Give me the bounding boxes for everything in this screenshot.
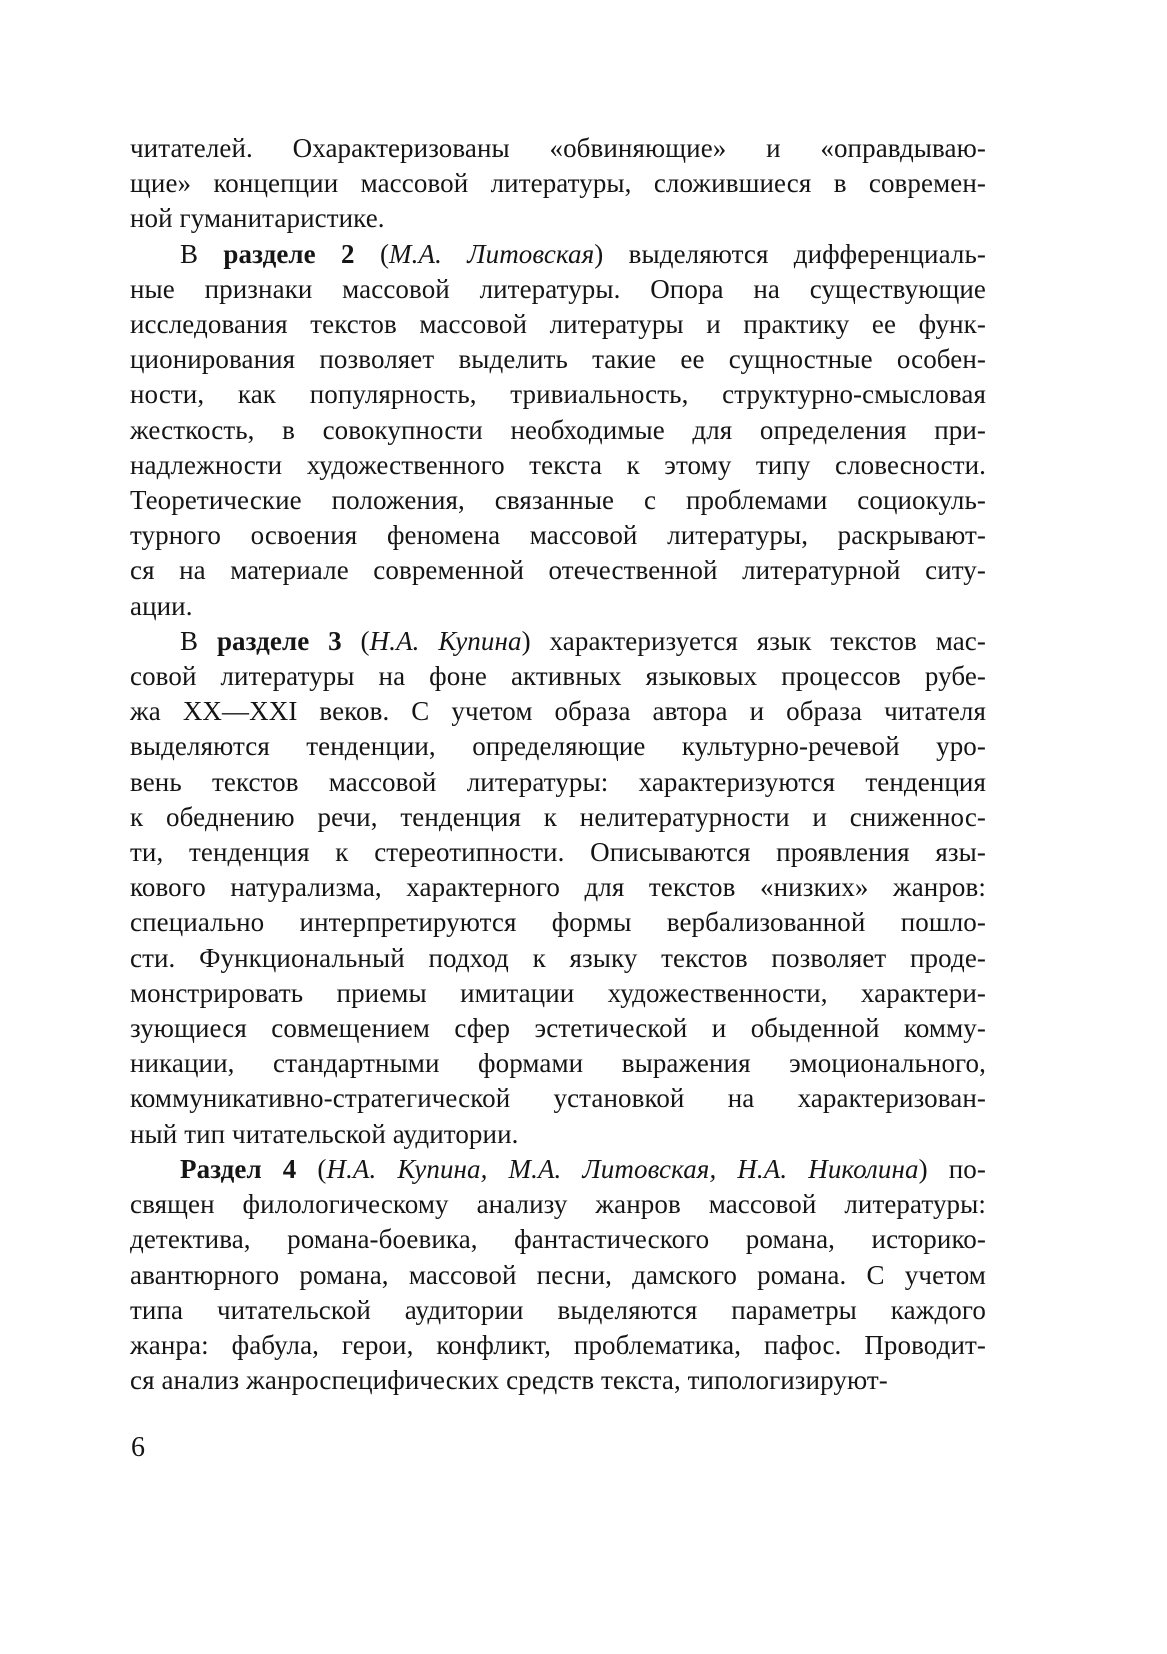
paragraph: [130, 237, 986, 624]
text-line: турного освоения феномена массовой литературы, раскрывают-: [130, 520, 986, 551]
text-line: исследования текстов массовой литературы и практику ее функ-: [130, 309, 986, 340]
text-line: жесткость, в совокупности необходимые для определения при-: [130, 414, 986, 445]
text-line: щие» концепции массовой литературы, сложившиеся в современ-: [130, 168, 986, 199]
text-line: надлежности художественного текста к этому типу словесности.: [130, 449, 986, 480]
text-line: ации.: [130, 590, 193, 621]
text-line: ти, тенденция к стереотипности. Описываются проявления язы-: [130, 837, 986, 868]
text-line: зующиеся совмещением сфер эстетической и обыденной комму-: [130, 1013, 986, 1044]
text-block: [130, 131, 986, 1398]
text-line: авантюрного романа, массовой песни, дамского романа. С учетом: [130, 1259, 986, 1290]
text-line: ный тип читательской аудитории.: [130, 1118, 519, 1149]
text-line: ные признаки массовой литературы. Опора на существующие: [130, 273, 986, 304]
text-line: ся на материале современной отечественной литературной ситу-: [130, 555, 986, 586]
text-line: сти. Функциональный подход к языку текстов позволяет проде-: [130, 942, 986, 973]
text-line: монстрировать приемы имитации художественности, характери-: [130, 977, 986, 1008]
text-line: типа читательской аудитории выделяются параметры каждого: [130, 1294, 986, 1325]
text-line: к обеднению речи, тенденция к нелитературности и сниженнос-: [130, 801, 986, 832]
text-line: ся анализ жанроспецифических средств текста, типологизируют-: [130, 1365, 888, 1396]
text-line: выделяются тенденции, определяющие культурно-речевой уро-: [130, 731, 986, 762]
text-line: совой литературы на фоне активных языковых процессов рубе-: [130, 661, 986, 692]
text-line: жанра: фабула, герои, конфликт, проблематика, пафос. Проводит-: [130, 1329, 986, 1360]
text-line: кового натурализма, характерного для текстов «низких» жанров:: [130, 872, 986, 903]
text-line: священ филологическому анализу жанров массовой литературы:: [130, 1189, 986, 1220]
text-line: никации, стандартными формами выражения эмоционального,: [130, 1048, 986, 1079]
text-line: ной гуманитаристике.: [130, 203, 385, 234]
text-line: В разделе 2 (М.А. Литовская) выделяются дифференциаль-: [180, 238, 987, 269]
text-line: В разделе 3 (Н.А. Купина) характеризуется язык текстов мас-: [180, 625, 986, 656]
text-line: вень текстов массовой литературы: характеризуются тенденция: [130, 766, 986, 797]
paragraph: [130, 131, 986, 237]
text-line: коммуникативно-стратегической установкой на характеризован-: [130, 1083, 986, 1114]
text-line: ционирования позволяет выделить такие ее сущностные особен-: [130, 344, 986, 375]
text-line: жа XX—XXI веков. С учетом образа автора и образа читателя: [130, 696, 986, 727]
text-line: ности, как популярность, тривиальность, структурно-смысловая: [130, 379, 986, 410]
text-line: специально интерпретируются формы вербализованной пошло-: [130, 907, 986, 938]
text-line: Раздел 4 (Н.А. Купина, М.А. Литовская, Н.А. Николина) по-: [180, 1153, 986, 1184]
text-line: детектива, романа-боевика, фантастического романа, историко-: [130, 1224, 986, 1255]
page-number: 6: [131, 1432, 145, 1463]
paragraph: [130, 1152, 986, 1398]
paragraph: [130, 624, 986, 1152]
text-line: Теоретические положения, связанные с проблемами социокуль-: [130, 485, 986, 516]
text-line: читателей. Охарактеризованы «обвиняющие» и «оправдываю-: [130, 133, 986, 163]
